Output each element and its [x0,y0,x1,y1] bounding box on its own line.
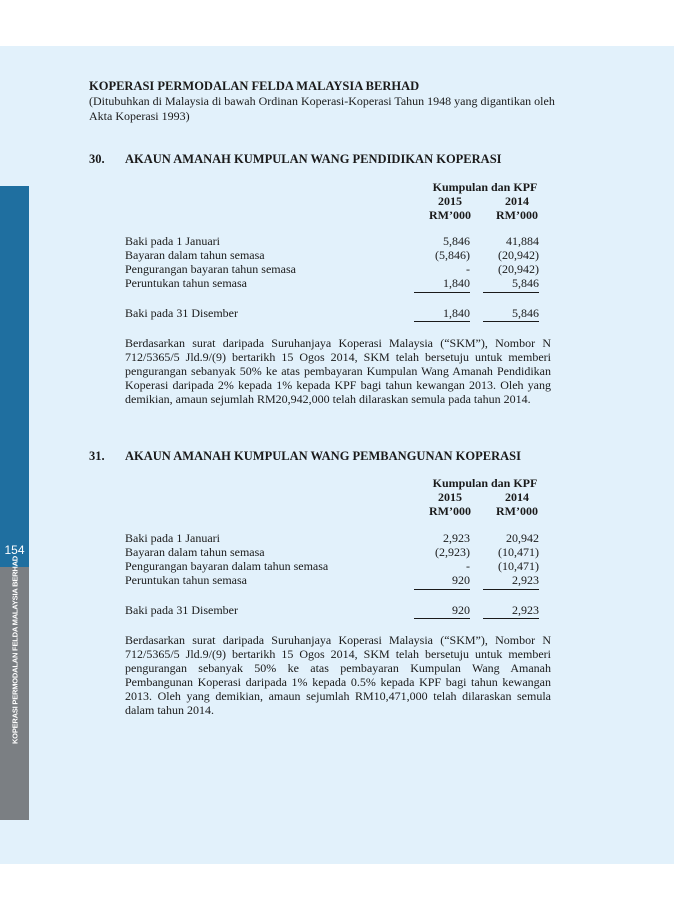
note31-cell-2015: 920 [452,573,470,587]
note30-number: 30. [89,152,105,166]
note31-number: 31. [89,449,105,463]
note31-cell-2015: (2,923) [435,545,470,559]
note31-group-header: Kumpulan dan KPF [432,476,538,490]
note31-row-label: Pengurangan bayaran dalam tahun semasa [125,559,329,573]
note31-subtotal-rule [483,589,539,590]
note30-row-label: Peruntukan tahun semasa [125,276,247,290]
sidebar-vertical-text: KOPERASI PERMODALAN FELDA MALAYSIA BERHAD [10,555,20,745]
note31-total-2015: 920 [452,603,470,617]
note30-row-label: Pengurangan bayaran tahun semasa [125,262,296,276]
note31-unit1: RM’000 [429,504,471,518]
company-subtitle: (Ditubuhkan di Malaysia di bawah Ordinan Koperasi-Koperasi Tahun 1948 yang digantikan oleh Akta Koperasi 1993) [89,94,555,123]
note30-row-label: Baki pada 1 Januari [125,234,220,248]
note31-row-label: Bayaran dalam tahun semasa [125,545,265,559]
note30-unit1: RM’000 [429,208,471,222]
sidebar-accent-blue [0,186,29,567]
note30-total-rule [414,321,470,322]
company-title: KOPERASI PERMODALAN FELDA MALAYSIA BERHAD [89,79,420,93]
note30-total-2015: 1,840 [443,306,470,320]
note30-total-2014: 5,846 [512,306,539,320]
note31-cell-2014: (10,471) [498,559,539,573]
note30-cell-2014: (20,942) [498,262,539,276]
note31-year2: 2014 [505,490,529,504]
note31-row-label: Peruntukan tahun semasa [125,573,247,587]
note30-subtotal-rule [483,292,539,293]
note31-row-label: Baki pada 1 Januari [125,531,220,545]
note30-row-label: Bayaran dalam tahun semasa [125,248,265,262]
note30-cell-2015: (5,846) [435,248,470,262]
note30-total-label: Baki pada 31 Disember [125,306,238,320]
note30-total-rule [483,321,539,322]
note31-cell-2015: 2,923 [443,531,470,545]
note30-paragraph: Berdasarkan surat daripada Suruhanjaya Koperasi Malaysia (“SKM”), Nombor N 712/5365/5 Jld.9/(9) bertarikh 15 Ogos 2014, SKM telah bersetuju untuk memberi pengurangan sebanyak 50% ke atas pembayaran Kumpulan Wang Amanah Pendidikan Koperasi daripada 2% kepada 1% kepada KPF bagi tahun kewangan 2013. Oleh yang demikian, amaun sejumlah RM20,942,000 telah dilaraskan semula pada tahun 2014. [125,336,551,406]
note30-unit2: RM’000 [496,208,538,222]
note30-cell-2015: - [466,262,470,276]
note31-year1: 2015 [438,490,462,504]
note31-total-label: Baki pada 31 Disember [125,603,238,617]
note30-cell-2014: 5,846 [512,276,539,290]
note31-total-rule [483,618,539,619]
note31-cell-2014: 2,923 [512,573,539,587]
note31-unit2: RM’000 [496,504,538,518]
note30-subtotal-rule [414,292,470,293]
note31-total-rule [414,618,470,619]
note30-year2: 2014 [505,194,529,208]
note30-group-header: Kumpulan dan KPF [432,180,538,194]
note30-cell-2015: 1,840 [443,276,470,290]
page-number: 154 [4,543,25,557]
note31-cell-2014: 20,942 [506,531,539,545]
note31-title: AKAUN AMANAH KUMPULAN WANG PEMBANGUNAN KOPERASI [125,449,521,463]
note31-cell-2014: (10,471) [498,545,539,559]
note31-subtotal-rule [414,589,470,590]
note30-year1: 2015 [438,194,462,208]
note30-cell-2014: (20,942) [498,248,539,262]
note31-paragraph: Berdasarkan surat daripada Suruhanjaya Koperasi Malaysia (“SKM”), Nombor N 712/5365/5 Jld.9/(9) bertarikh 15 Ogos 2014, SKM telah bersetuju untuk memberi pengurangan sebanyak 50% ke atas pembayaran Kumpulan Wang Amanah Pembangunan Koperasi daripada 1% kepada 0.5% kepada KPF bagi tahun kewangan 2013. Oleh yang demikian, amaun sejumlah RM10,471,000 telah dilaraskan semula dalam tahun 2014. [125,633,551,717]
note31-cell-2015: - [466,559,470,573]
note30-title: AKAUN AMANAH KUMPULAN WANG PENDIDIKAN KOPERASI [125,152,502,166]
note31-total-2014: 2,923 [512,603,539,617]
note30-cell-2015: 5,846 [443,234,470,248]
note30-cell-2014: 41,884 [506,234,539,248]
